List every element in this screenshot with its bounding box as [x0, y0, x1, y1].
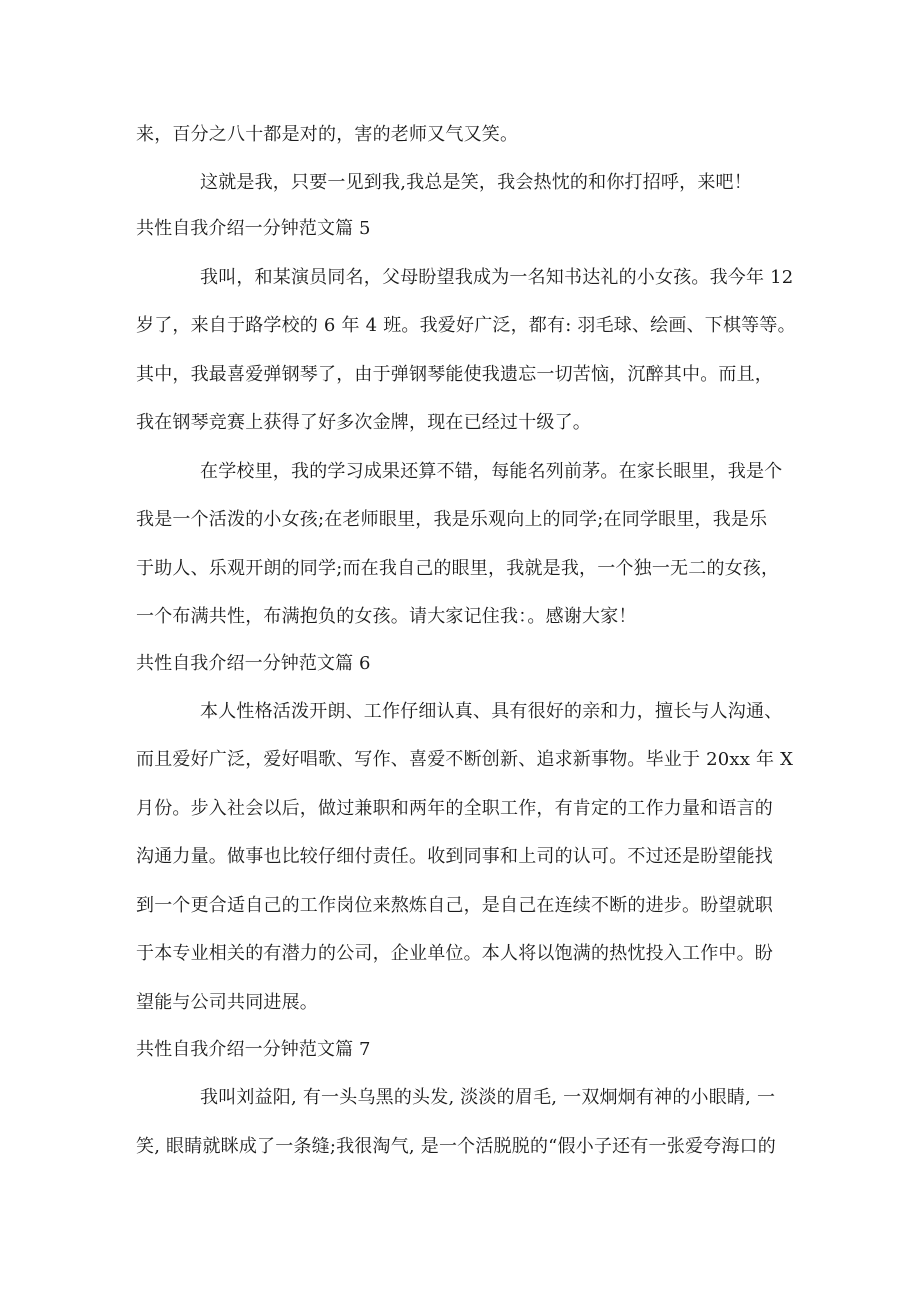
paragraph-line: 本人性格活泼开朗、工作仔细认真、具有很好的亲和力，擅长与人沟通、 [200, 701, 783, 722]
paragraph-line: 我在钢琴竞赛上获得了好多次金牌，现在已经过十级了。 [136, 412, 591, 433]
section-heading: 共性自我介绍一分钟范文篇 5 [136, 218, 371, 239]
paragraph-line: 望能与公司共同进展。 [136, 992, 318, 1013]
paragraph-line: 我叫，和某演员同名，父母盼望我成为一名知书达礼的小女孩。我今年 12 [200, 267, 794, 288]
paragraph-line: 沟通力量。做事也比较仔细付责任。收到同事和上司的认可。不过还是盼望能找 [136, 846, 773, 867]
paragraph-line: 于助人、乐观开朗的同学;而在我自己的眼里，我就是我，一个独一无二的女孩， [136, 558, 780, 579]
paragraph-line: 来，百分之八十都是对的，害的老师又气又笑。 [136, 124, 519, 145]
paragraph-line: 笑, 眼睛就眯成了一条缝;我很淘气, 是一个活脱脱的“假小子还有一张爱夸海口的 [136, 1136, 776, 1157]
paragraph-line: 这就是我，只要一见到我,我总是笑，我会热忱的和你打招呼，来吧！ [200, 172, 752, 193]
paragraph-line: 我是一个活泼的小女孩;在老师眼里，我是乐观向上的同学;在同学眼里，我是乐 [136, 509, 768, 530]
section-heading: 共性自我介绍一分钟范文篇 7 [136, 1039, 371, 1060]
paragraph-line: 到一个更合适自己的工作岗位来熬炼自己，是自己在连续不断的进步。盼望就职 [136, 895, 773, 916]
paragraph-line: 其中，我最喜爱弹钢琴了，由于弹钢琴能使我遗忘一切苦恼，沉醉其中。而且， [136, 364, 773, 385]
paragraph-line: 于本专业相关的有潜力的公司，企业单位。本人将以饱满的热忱投入工作中。盼 [136, 943, 773, 964]
paragraph-line: 在学校里，我的学习成果还算不错，每能名列前茅。在家长眼里，我是个 [200, 461, 783, 482]
paragraph-line: 月份。步入社会以后，做过兼职和两年的全职工作，有肯定的工作力量和语言的 [136, 798, 773, 819]
section-heading: 共性自我介绍一分钟范文篇 6 [136, 653, 371, 674]
paragraph-line: 我叫刘益阳, 有一头乌黑的头发, 淡淡的眉毛, 一双炯炯有神的小眼睛, 一 [200, 1087, 776, 1108]
paragraph-line: 岁了，来自于路学校的 6 年 4 班。我爱好广泛，都有: 羽毛球、绘画、下棋等等。 [136, 315, 796, 336]
paragraph-line: 而且爱好广泛，爱好唱歌、写作、喜爱不断创新、追求新事物。毕业于 20xx 年 X [136, 749, 794, 770]
paragraph-line: 一个布满共性，布满抱负的女孩。请大家记住我：。感谢大家！ [136, 606, 637, 627]
